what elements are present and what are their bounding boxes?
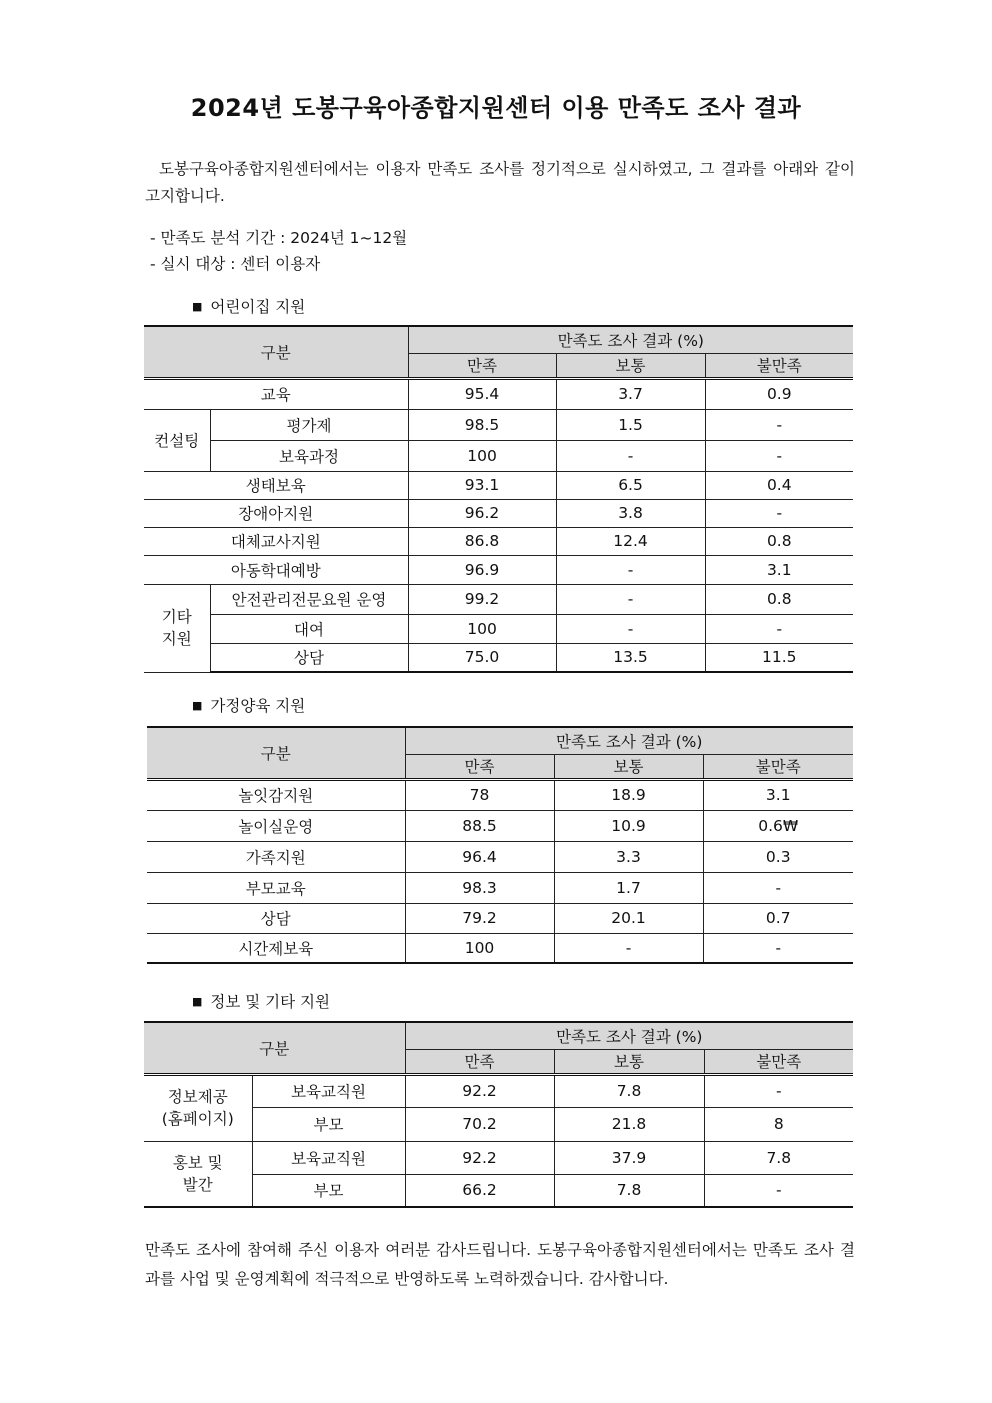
cell-neutral: - xyxy=(556,614,705,643)
row-label: 보육과정 xyxy=(210,440,408,471)
row-label: 부모교육 xyxy=(147,872,405,903)
table-row xyxy=(144,499,853,527)
row-label: 생태보육 xyxy=(144,471,408,499)
cell-neutral: 3.3 xyxy=(554,841,703,872)
cell-neutral: 10.9 xyxy=(554,810,703,841)
section-title-daycare xyxy=(192,295,305,317)
cell-dissatisfied: - xyxy=(705,409,853,440)
cell-dissatisfied: 8 xyxy=(704,1107,853,1141)
row-label: 보육교직원 xyxy=(252,1141,405,1174)
header-category: 구분 xyxy=(144,1022,405,1074)
row-label: 상담 xyxy=(147,903,405,933)
cell-dissatisfied: 0.7 xyxy=(703,903,853,933)
cell-satisfied: 100 xyxy=(408,614,556,643)
table-row xyxy=(144,643,853,672)
cell-neutral: 1.5 xyxy=(556,409,705,440)
table-row xyxy=(147,810,853,841)
cell-dissatisfied: - xyxy=(703,933,853,963)
intro-paragraph: 도봉구육아종합지원센터에서는 이용자 만족도 조사를 정기적으로 실시하였고, 그 결과를 아래와 같이 고지합니다. xyxy=(145,160,855,205)
cell-satisfied: 86.8 xyxy=(408,527,556,555)
info-table xyxy=(144,1021,853,1208)
cell-dissatisfied: - xyxy=(705,614,853,643)
home-care-table xyxy=(147,726,853,964)
row-label: 안전관리전문요원 운영 xyxy=(210,584,408,614)
row-label: 대체교사지원 xyxy=(144,527,408,555)
cell-satisfied: 100 xyxy=(408,440,556,471)
table-row xyxy=(144,527,853,555)
cell-dissatisfied: - xyxy=(705,499,853,527)
cell-satisfied: 66.2 xyxy=(405,1174,554,1207)
table-row xyxy=(144,378,853,409)
cell-dissatisfied: 7.8 xyxy=(704,1141,853,1174)
table-row xyxy=(147,903,853,933)
row-label: 상담 xyxy=(210,643,408,672)
section-title-text: 가정양육 지원 xyxy=(210,697,306,715)
cell-satisfied: 70.2 xyxy=(405,1107,554,1141)
table-row xyxy=(147,933,853,963)
cell-satisfied: 79.2 xyxy=(405,903,554,933)
header-neutral: 보통 xyxy=(554,1049,704,1074)
cell-satisfied: 96.4 xyxy=(405,841,554,872)
cell-neutral: 3.7 xyxy=(556,378,705,409)
table-row xyxy=(147,872,853,903)
cell-dissatisfied: 11.5 xyxy=(705,643,853,672)
group-label: 기타 지원 xyxy=(144,584,210,672)
cell-neutral: 18.9 xyxy=(554,779,703,810)
cell-dissatisfied: 0.3 xyxy=(703,841,853,872)
cell-dissatisfied: - xyxy=(704,1174,853,1207)
square-bullet-icon: ■ xyxy=(192,300,203,313)
cell-dissatisfied: 0.8 xyxy=(705,527,853,555)
row-label: 시간제보육 xyxy=(147,933,405,963)
cell-dissatisfied: - xyxy=(705,440,853,471)
row-label: 평가제 xyxy=(210,409,408,440)
header-category: 구분 xyxy=(147,727,405,779)
group-label: 컨설팅 xyxy=(144,409,210,471)
row-label: 교육 xyxy=(144,378,408,409)
cell-neutral: 13.5 xyxy=(556,643,705,672)
table-row xyxy=(144,440,853,471)
survey-target: - 실시 대상 : 센터 이용자 xyxy=(150,255,321,273)
cell-satisfied: 75.0 xyxy=(408,643,556,672)
row-label: 부모 xyxy=(252,1107,405,1141)
cell-dissatisfied: 3.1 xyxy=(705,555,853,584)
cell-satisfied: 100 xyxy=(405,933,554,963)
row-label: 아동학대예방 xyxy=(144,555,408,584)
cell-neutral: 12.4 xyxy=(556,527,705,555)
row-label: 보육교직원 xyxy=(252,1074,405,1107)
cell-dissatisfied: 0.9 xyxy=(705,378,853,409)
header-satisfied: 만족 xyxy=(408,353,556,378)
header-neutral: 보통 xyxy=(554,754,703,779)
square-bullet-icon: ■ xyxy=(192,995,203,1008)
header-result: 만족도 조사 결과 (%) xyxy=(405,1022,853,1049)
cell-satisfied: 78 xyxy=(405,779,554,810)
group-label: 정보제공 (홈페이지) xyxy=(144,1074,252,1141)
section-title-text: 정보 및 기타 지원 xyxy=(210,993,330,1011)
cell-satisfied: 88.5 xyxy=(405,810,554,841)
square-bullet-icon: ■ xyxy=(192,699,203,712)
table-row xyxy=(144,1141,853,1174)
cell-neutral: 3.8 xyxy=(556,499,705,527)
cell-satisfied: 95.4 xyxy=(408,378,556,409)
section-title-home xyxy=(192,694,305,716)
group-label: 홍보 및 발간 xyxy=(144,1141,252,1207)
table-row xyxy=(144,584,853,614)
table-row xyxy=(147,841,853,872)
cell-neutral: - xyxy=(554,933,703,963)
cell-satisfied: 99.2 xyxy=(408,584,556,614)
section-title-text: 어린이집 지원 xyxy=(210,298,306,316)
header-dissatisfied: 불만족 xyxy=(705,353,853,378)
header-category: 구분 xyxy=(144,326,408,378)
cell-neutral: - xyxy=(556,440,705,471)
header-satisfied: 만족 xyxy=(405,1049,554,1074)
cell-neutral: 37.9 xyxy=(554,1141,704,1174)
cell-neutral: 1.7 xyxy=(554,872,703,903)
cell-neutral: 21.8 xyxy=(554,1107,704,1141)
table-row xyxy=(144,614,853,643)
cell-dissatisfied: 3.1 xyxy=(703,779,853,810)
header-result: 만족도 조사 결과 (%) xyxy=(405,727,853,754)
cell-satisfied: 92.2 xyxy=(405,1141,554,1174)
cell-dissatisfied: 0.4 xyxy=(705,471,853,499)
daycare-table xyxy=(144,325,853,673)
cell-dissatisfied: 0.8 xyxy=(705,584,853,614)
table-row xyxy=(147,779,853,810)
row-label: 가족지원 xyxy=(147,841,405,872)
table-row xyxy=(144,471,853,499)
cell-dissatisfied: - xyxy=(704,1074,853,1107)
cell-satisfied: 96.2 xyxy=(408,499,556,527)
header-satisfied: 만족 xyxy=(405,754,554,779)
row-label: 대여 xyxy=(210,614,408,643)
cell-dissatisfied: 0.6₩ xyxy=(703,810,853,841)
section-title-info xyxy=(192,990,330,1012)
closing-paragraph: 만족도 조사에 참여해 주신 이용자 여러분 감사드립니다. 도봉구육아종합지원센터에서는 만족도 조사 결과를 사업 및 운영계획에 적극적으로 반영하도록 노력하겠습니다. 감사합니다. xyxy=(145,1241,855,1288)
header-dissatisfied: 불만족 xyxy=(703,754,853,779)
table-row xyxy=(144,555,853,584)
header-neutral: 보통 xyxy=(556,353,705,378)
row-label: 부모 xyxy=(252,1174,405,1207)
cell-satisfied: 92.2 xyxy=(405,1074,554,1107)
header-dissatisfied: 불만족 xyxy=(704,1049,853,1074)
table-row xyxy=(144,1074,853,1107)
cell-neutral: 6.5 xyxy=(556,471,705,499)
cell-satisfied: 93.1 xyxy=(408,471,556,499)
cell-neutral: - xyxy=(556,555,705,584)
cell-neutral: - xyxy=(556,584,705,614)
cell-neutral: 7.8 xyxy=(554,1074,704,1107)
cell-neutral: 7.8 xyxy=(554,1174,704,1207)
cell-satisfied: 96.9 xyxy=(408,555,556,584)
row-label: 장애아지원 xyxy=(144,499,408,527)
cell-dissatisfied: - xyxy=(703,872,853,903)
survey-period: - 만족도 분석 기간 : 2024년 1~12월 xyxy=(150,229,408,247)
cell-satisfied: 98.5 xyxy=(408,409,556,440)
cell-satisfied: 98.3 xyxy=(405,872,554,903)
page-title: 2024년 도봉구육아종합지원센터 이용 만족도 조사 결과 xyxy=(190,94,802,122)
row-label: 놀잇감지원 xyxy=(147,779,405,810)
cell-neutral: 20.1 xyxy=(554,903,703,933)
table-row xyxy=(144,409,853,440)
header-result: 만족도 조사 결과 (%) xyxy=(408,326,853,353)
row-label: 놀이실운영 xyxy=(147,810,405,841)
